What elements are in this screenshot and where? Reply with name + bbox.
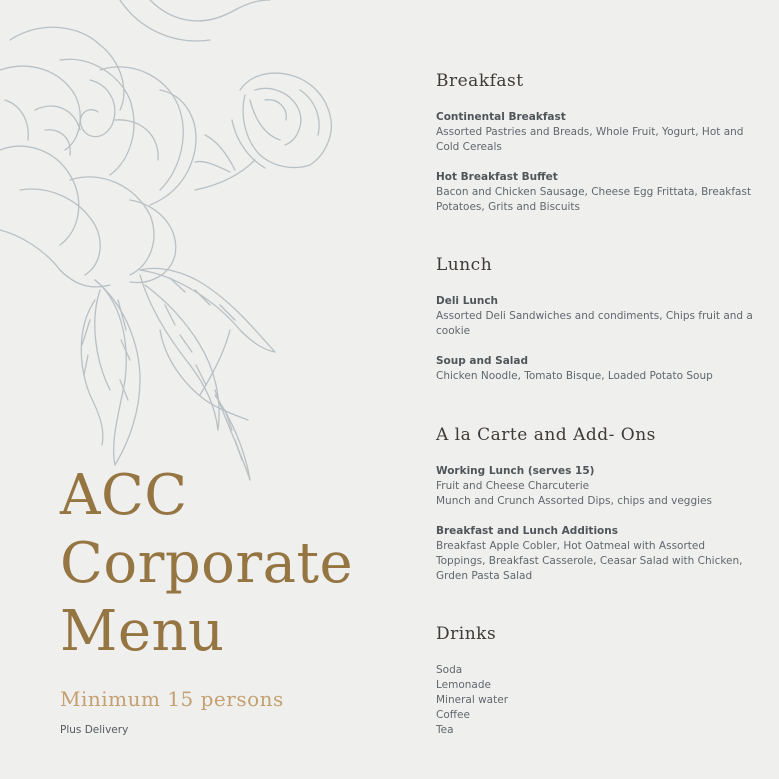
title-line-3: Menu bbox=[60, 599, 225, 664]
menu-item bbox=[436, 110, 756, 155]
item-description: Munch and Crunch Assorted Dips, chips and veggies bbox=[436, 495, 712, 507]
drink-item: Coffee bbox=[436, 709, 470, 721]
section-lunch bbox=[436, 254, 756, 399]
title-line-2: Corporate bbox=[60, 531, 354, 596]
title-line-1: ACC bbox=[60, 463, 188, 528]
drink-item: Mineral water bbox=[436, 694, 509, 706]
drink-item: Lemonade bbox=[436, 679, 491, 691]
floral-illustration bbox=[0, 0, 360, 500]
item-description: Bacon and Chicken Sausage, Cheese Egg Frittata, Breakfast Potatoes, Grits and Biscuits bbox=[436, 186, 752, 213]
item-description: Chicken Noodle, Tomato Bisque, Loaded Potato Soup bbox=[436, 370, 713, 382]
menu-item bbox=[436, 524, 756, 584]
menu-title bbox=[60, 462, 353, 666]
menu-item bbox=[436, 464, 756, 509]
section-title: Lunch bbox=[436, 255, 493, 275]
section-title: A la Carte and Add- Ons bbox=[436, 425, 656, 445]
item-name: Working Lunch (serves 15) bbox=[436, 465, 595, 477]
item-description: Assorted Pastries and Breads, Whole Fruit, Yogurt, Hot and Cold Cereals bbox=[436, 126, 744, 153]
drink-item: Soda bbox=[436, 664, 463, 676]
menu-item bbox=[436, 354, 756, 384]
section-a-la-carte bbox=[436, 424, 756, 599]
section-title: Drinks bbox=[436, 624, 497, 644]
item-name: Deli Lunch bbox=[436, 295, 499, 307]
item-name: Continental Breakfast bbox=[436, 111, 566, 123]
menu-item bbox=[436, 294, 756, 339]
menu-item bbox=[436, 170, 756, 215]
item-description: Breakfast Apple Cobler, Hot Oatmeal with Assorted Toppings, Breakfast Casserole, Ceasar Salad with Chicken, Grden Pasta Salad bbox=[436, 540, 743, 582]
delivery-note: Plus Delivery bbox=[60, 724, 129, 736]
section-breakfast bbox=[436, 70, 756, 230]
section-title: Breakfast bbox=[436, 71, 524, 91]
item-description: Fruit and Cheese Charcuterie bbox=[436, 480, 590, 492]
item-name: Breakfast and Lunch Additions bbox=[436, 525, 618, 537]
drink-item: Tea bbox=[436, 724, 454, 736]
item-name: Soup and Salad bbox=[436, 355, 529, 367]
section-drinks bbox=[436, 623, 756, 738]
minimum-persons: Minimum 15 persons bbox=[60, 687, 284, 711]
item-name: Hot Breakfast Buffet bbox=[436, 171, 558, 183]
item-description: Assorted Deli Sandwiches and condiments, Chips fruit and a cookie bbox=[436, 310, 753, 337]
